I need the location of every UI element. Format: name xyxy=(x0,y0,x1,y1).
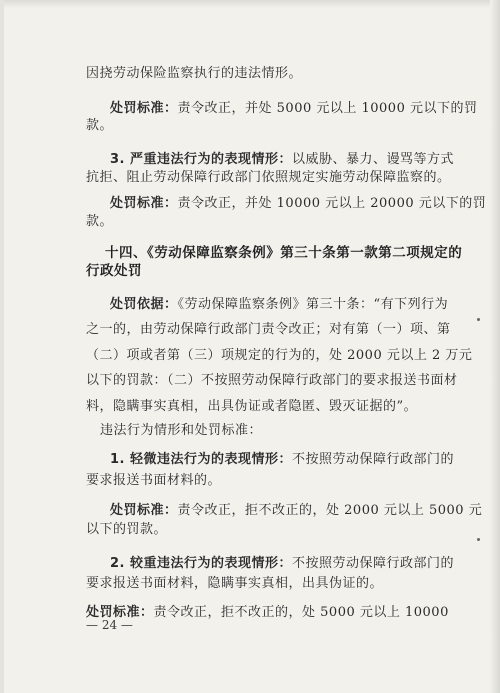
binding-dot xyxy=(477,318,480,321)
line-text: 以威胁、暴力、谩骂等方式 xyxy=(292,152,455,167)
line-text: 十四、《劳动保障监察条例》第三十条第一款第二项规定的 xyxy=(105,245,463,261)
body-text-line xyxy=(0,214,500,230)
line-label: 1. 轻微违法行为的表现情形： xyxy=(110,452,293,467)
page-edge-top xyxy=(0,0,500,8)
body-text-line xyxy=(0,348,500,364)
body-text-line xyxy=(0,399,500,415)
line-label: 处罚标准： xyxy=(86,605,154,620)
binding-dot xyxy=(477,538,480,541)
body-text-line xyxy=(0,322,500,338)
line-text: 之一的，由劳动保障行政部门责令改正；对有第（一）项、第 xyxy=(86,322,451,337)
line-text: 违法行为情形和处罚标准： xyxy=(100,423,263,438)
body-text-line xyxy=(0,503,500,519)
body-text-line xyxy=(0,452,500,468)
line-text: 责令改正，拒不改正的，处 5000 元以上 10000 xyxy=(153,605,449,620)
body-text-line xyxy=(0,66,500,82)
line-text: 款。 xyxy=(86,214,114,229)
body-text-line xyxy=(0,152,500,168)
page-number: — 24 — xyxy=(86,618,133,632)
body-text-line xyxy=(0,373,500,389)
line-text: 因挠劳动保险监察执行的违法情形。 xyxy=(86,66,303,81)
body-text-line xyxy=(0,576,500,592)
body-text-line xyxy=(0,297,500,313)
line-text: （二）项或者第（三）项规定的行为的，处 2000 元以上 2 万元 xyxy=(86,348,473,363)
line-text: 《劳动保障监察条例》第三十条：“有下列行为 xyxy=(177,297,449,312)
line-label: 处罚标准： xyxy=(110,196,178,211)
line-text: 以下的罚款。 xyxy=(86,522,168,537)
line-text: 抗拒、阻止劳动保障行政部门依照规定实施劳动保障监察的。 xyxy=(86,170,451,185)
body-text-line xyxy=(0,556,500,572)
line-text: 责令改正，并处 5000 元以上 10000 元以下的罚 xyxy=(177,101,478,116)
line-text: 行政处罚 xyxy=(86,263,142,279)
line-label: 处罚依据： xyxy=(110,297,178,312)
line-label: 2. 较重违法行为的表现情形： xyxy=(110,556,293,571)
body-text-line xyxy=(0,522,500,538)
body-text-line xyxy=(0,118,500,134)
section-heading-line xyxy=(0,245,500,261)
line-text: 款。 xyxy=(86,118,114,133)
line-label: 处罚标准： xyxy=(110,503,178,518)
line-label: 处罚标准： xyxy=(110,101,178,116)
line-text: 以下的罚款：（二）不按照劳动保障行政部门的要求报送书面材 xyxy=(86,373,458,388)
line-text: 要求报送书面材料的。 xyxy=(86,473,222,488)
body-text-line xyxy=(0,101,500,117)
body-text-line xyxy=(0,196,500,212)
line-text: 要求报送书面材料，隐瞒事实真相，出具伪证的。 xyxy=(86,576,384,591)
line-text: 料，隐瞒事实真相，出具伪证或者隐匿、毁灭证据的”。 xyxy=(86,399,418,414)
section-heading-line xyxy=(0,263,500,279)
line-label: 3. 严重违法行为的表现情形： xyxy=(110,152,293,167)
line-text: 责令改正，并处 10000 元以上 20000 元以下的罚 xyxy=(177,196,487,211)
line-text: 不按照劳动保障行政部门的 xyxy=(292,556,455,571)
line-text: 不按照劳动保障行政部门的 xyxy=(292,452,455,467)
body-text-line xyxy=(0,423,500,439)
body-text-line xyxy=(0,605,500,621)
line-text: 责令改正，拒不改正的，处 2000 元以上 5000 元 xyxy=(177,503,483,518)
body-text-line xyxy=(0,473,500,489)
body-text-line xyxy=(0,170,500,186)
